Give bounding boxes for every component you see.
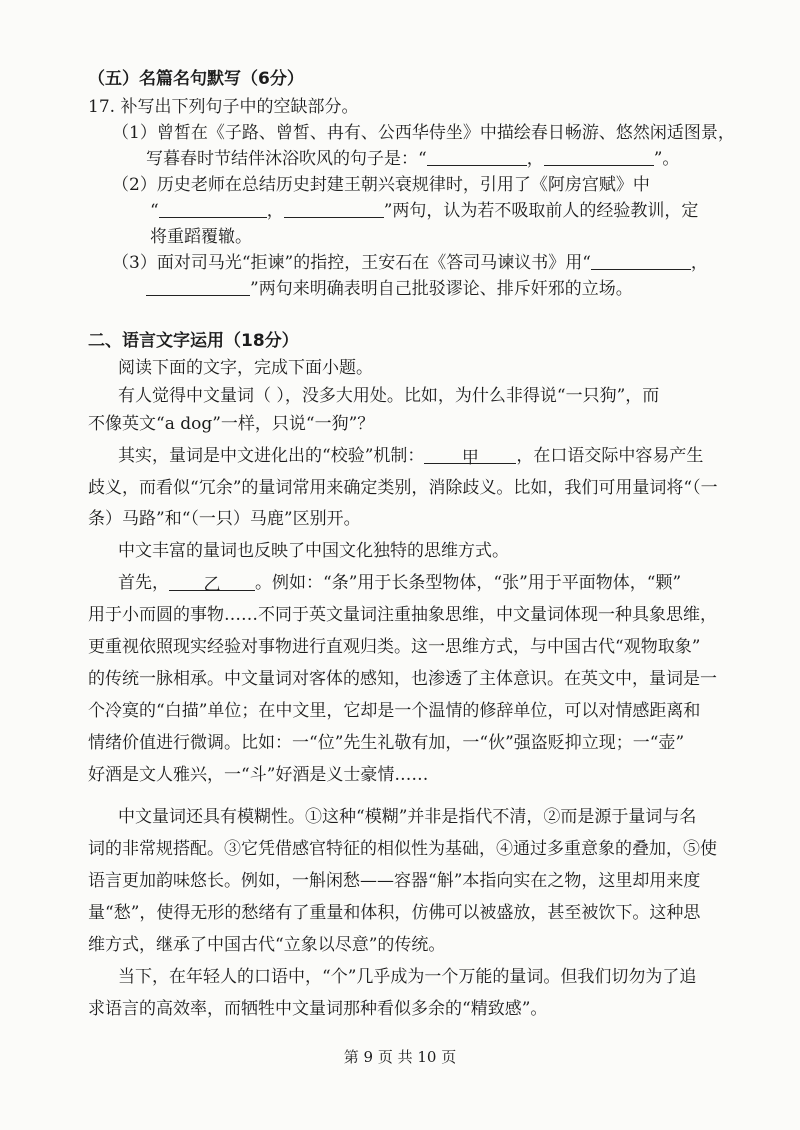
passage-line: 歧义，而看似“冗余”的量词常用来确定类别，消除歧义。比如，我们可用量词将“（一 — [88, 478, 718, 498]
answer-blank — [427, 149, 527, 166]
passage-line: 语言更加韵味悠长。例如，一斛闲愁——容器“斛”本指向实在之物，这里却用来度 — [88, 871, 701, 891]
question-17-stem: 17. 补写出下列句子中的空缺部分。 — [88, 97, 359, 117]
text: ， — [690, 253, 708, 273]
passage-line — [118, 572, 681, 594]
q17-part1-line2 — [146, 148, 679, 170]
passage-line: 更重视依照现实经验对事物进行直观归类。这一思维方式，与中国古代“观物取象” — [88, 637, 701, 657]
passage-line: 维方式，继承了中国古代“立象以尽意”的传统。 — [88, 935, 446, 955]
text: “ — [150, 201, 159, 221]
passage-line: 个冷寞的“白描”单位；在中文里，它却是一个温情的修辞单位，可以对情感距离和 — [88, 701, 701, 721]
page-number: 第 9 页 共 10 页 — [343, 1048, 457, 1066]
passage-line: 的传统一脉相承。中文量词对客体的感知，也渗透了主体意识。在英文中，量词是一 — [88, 669, 717, 689]
text: ”。 — [653, 149, 680, 169]
blank-yi: 乙 — [169, 574, 255, 591]
text: （3）面对司马光“拒谏”的指控，王安石在《答司马谏议书》用“ — [112, 253, 591, 273]
answer-blank — [591, 253, 691, 270]
text: ，在口语交际中容易产生 — [516, 446, 704, 466]
text: ， — [266, 201, 284, 221]
passage-line: 条）马路”和“（一只）马鹿”区别开。 — [88, 509, 361, 529]
passage-line: 好酒是文人雅兴，一“斗”好酒是义士豪情…… — [88, 765, 429, 785]
q17-part2-line2 — [150, 200, 698, 222]
answer-blank — [544, 149, 654, 166]
section-heading-5: （五）名篇名句默写（6分） — [88, 69, 304, 89]
passage-line: 有人觉得中文量词（ ），没多大用处。比如，为什么非得说“一只狗”，而 — [118, 386, 660, 406]
passage-line: 当下，在年轻人的口语中，“个”几乎成为一个万能的量词。但我们切勿为了追 — [118, 967, 697, 987]
passage-line: 量“愁”，使得无形的愁绪有了重量和体积，仿佛可以被盛放，甚至被饮下。这种思 — [88, 903, 701, 923]
q17-part3-line1 — [112, 252, 708, 274]
passage-line: 中文量词还具有模糊性。①这种“模糊”并非是指代不清，②而是源于量词与名 — [118, 807, 697, 827]
blank-jia: 甲 — [424, 447, 516, 464]
text: 首先， — [118, 573, 169, 593]
text: 。例如：“条”用于长条型物体，“张”用于平面物体，“颗” — [255, 573, 682, 593]
passage-intro: 阅读下面的文字，完成下面小题。 — [118, 358, 373, 378]
text: ”两句来明确表明自己批驳谬论、排斥奸邪的立场。 — [250, 279, 633, 299]
section-heading-2: 二、语言文字运用（18分） — [88, 331, 299, 351]
text: 其实，量词是中文进化出的“校验”机制： — [118, 446, 425, 466]
text: ”两句，认为若不吸取前人的经验教训，定 — [383, 201, 699, 221]
answer-blank — [146, 279, 250, 296]
passage-line: 用于小而圆的事物……不同于英文量词注重抽象思维，中文量词体现一种具象思维， — [88, 605, 717, 625]
answer-blank — [159, 201, 267, 218]
passage-line — [118, 445, 703, 467]
passage-line: 情绪价值进行微调。比如：一“位”先生礼敬有加，一“伙”强盗贬抑立现；一“壶” — [88, 733, 685, 753]
q17-part2-line1: （2）历史老师在总结历史封建王朝兴衰规律时，引用了《阿房宫赋》中 — [112, 175, 650, 195]
text: 写暮春时节结伴沐浴吹风的句子是：“ — [146, 149, 427, 169]
q17-part3-line2 — [146, 278, 633, 300]
q17-part1-line1: （1）曾皙在《子路、曾皙、冉有、公西华侍坐》中描绘春日畅游、悠然闲适图景， — [112, 123, 735, 143]
passage-line: 不像英文“a dog”一样，只说“一狗”？ — [88, 414, 375, 434]
text: ， — [526, 149, 544, 169]
q17-part2-line3: 将重蹈覆辙。 — [150, 227, 252, 247]
passage-line: 词的非常规搭配。③它凭借感官特征的相似性为基础，④通过多重意象的叠加，⑤使 — [88, 839, 717, 859]
answer-blank — [284, 201, 384, 218]
passage-line: 求语言的高效率，而牺牲中文量词那种看似多余的“精致感”。 — [88, 999, 548, 1019]
passage-line: 中文丰富的量词也反映了中国文化独特的思维方式。 — [118, 541, 509, 561]
